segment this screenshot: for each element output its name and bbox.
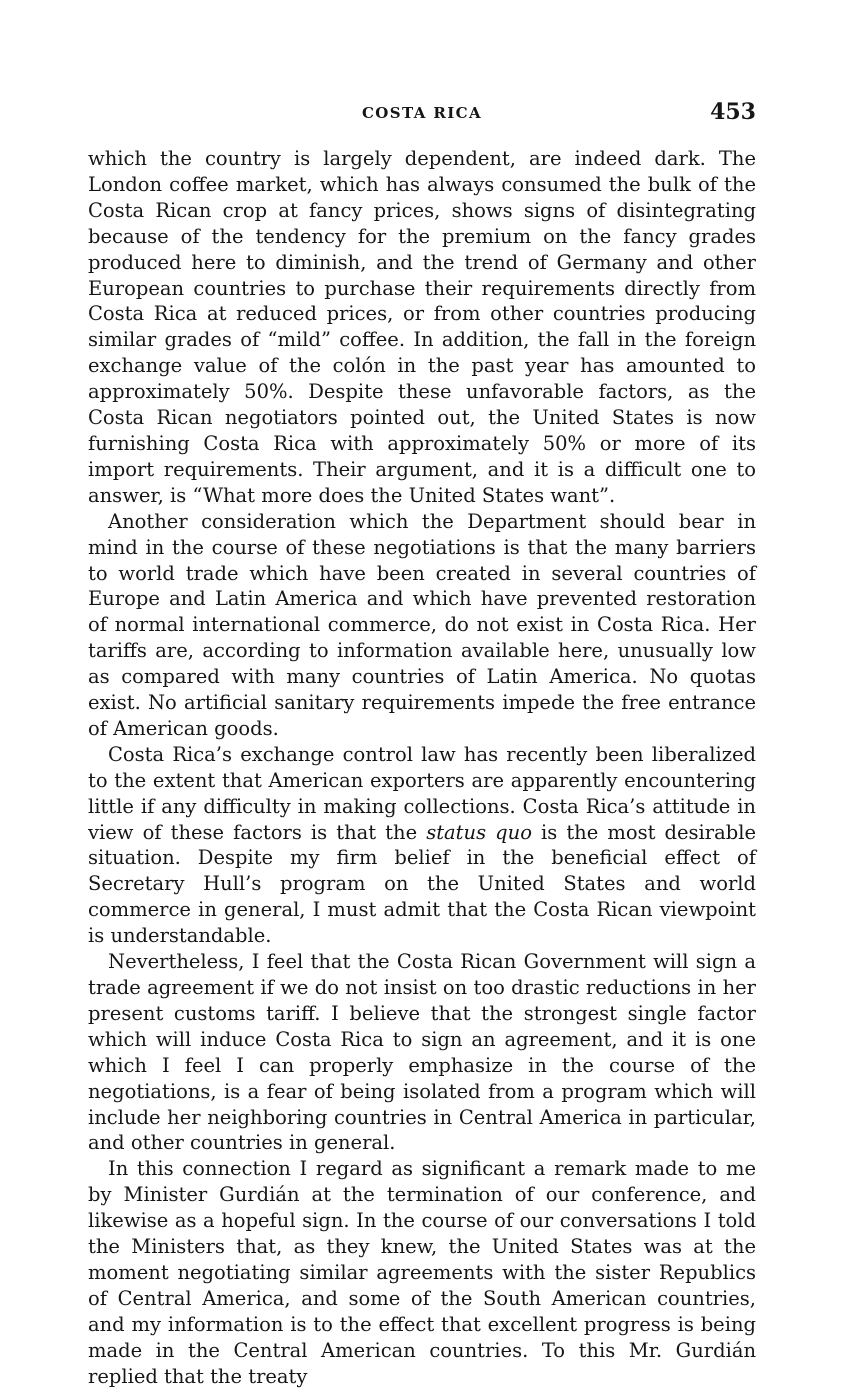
running-header [88, 100, 756, 126]
running-title: COSTA RICA [361, 104, 483, 122]
emphasis-status-quo: status quo [426, 820, 532, 844]
paragraph-another-consideration: Another consideration which the Department should bear in mind in the course of these negotiations is that the many barriers to world trade which have been created in several countries of Europe and Latin America and which have prevented restoration of normal international commerce, do not exist in Costa Rica. Her tariffs are, according to information available here, unusually low as compared with many countries of Latin America. No quotas exist. No artificial sanitary requirements impede the free entrance of American goods. [88, 509, 756, 740]
body-text [88, 146, 756, 1390]
paragraph-text: Costa Rica’s exchange control law has recently been liberalized to the extent that American exporters are apparently encountering little if any difficulty in making collections. Costa Rica’s attitude in view of these factors is that the [88, 742, 756, 844]
paragraph-text: is the most desirable situation. Despite my firm belief in the beneficial effect of Secretary Hull’s program on the United States and world commerce in general, I must admit that the Costa Rican viewpoint is understandable. [88, 820, 756, 948]
paragraph-exchange-control [88, 742, 756, 949]
paragraph-nevertheless: Nevertheless, I feel that the Costa Rican Government will sign a trade agreement if we do not insist on too drastic reductions in her present customs tariff. I believe that the strongest single factor which will induce Costa Rica to sign an agreement, and it is one which I feel I can properly emphasize in the course of the negotiations, is a fear of being isolated from a program which will include her neighboring countries in Central America in particular, and other countries in general. [88, 950, 756, 1155]
paragraph-continued: which the country is largely dependent, are indeed dark. The London coffee market, which has always consumed the bulk of the Costa Rican crop at fancy prices, shows signs of disintegrating because of the tendency for the premium on the fancy grades produced here to diminish, and the trend of Germany and other European countries to purchase their requirements directly from Costa Rica at reduced prices, or from other countries producing similar grades of “mild” coffee. In addition, the fall in the foreign exchange value of the colón in the past year has amounted to approximately 50%. Despite these unfavorable factors, as the Costa Rican negotiators pointed out, the United States is now furnishing Costa Rica with approximately 50% or more of its import requirements. Their argument, and it is a difficult one to answer, is “What more does the United States want”. [88, 147, 756, 507]
paragraph-in-this-connection: In this connection I regard as significant a remark made to me by Minister Gurdián at the termination of our conference, and likewise as a hopeful sign. In the course of our conversations I told the Ministers that, as they knew, the United States was at the moment negotiating similar agreements with the sister Republics of Central America, and some of the South American countries, and my information is to the effect that excellent progress is being made in the Central American countries. To this Mr. Gurdián replied that the treaty [88, 1157, 756, 1388]
page-number: 453 [710, 99, 756, 125]
